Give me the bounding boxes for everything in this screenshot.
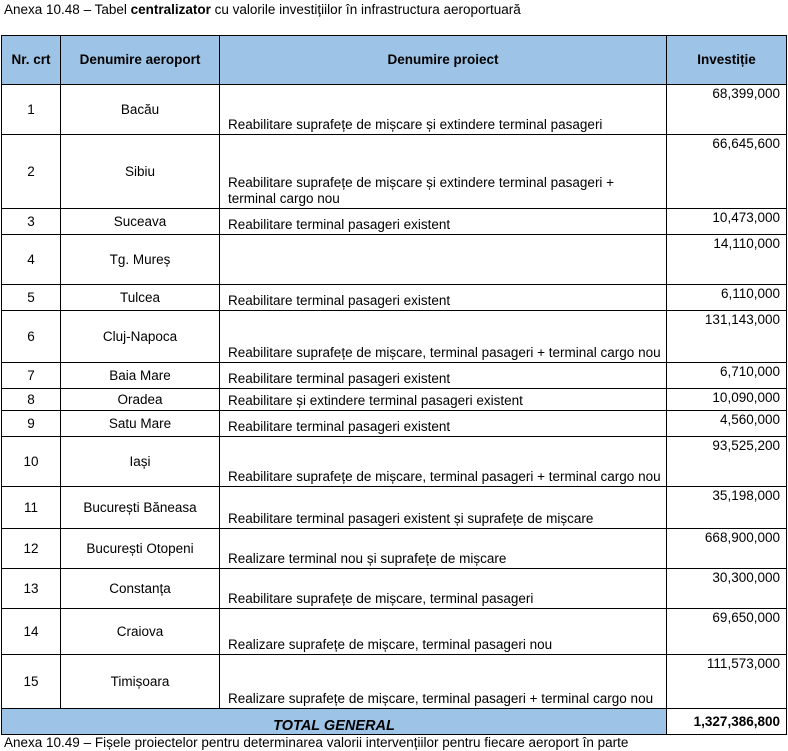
table-row [2, 135, 787, 209]
row-investment: 10,473,000 [667, 209, 787, 235]
row-project: Reabilitare suprafețe de mișcare, terminal pasageri + terminal cargo nou [220, 311, 667, 363]
row-nr: 4 [2, 235, 61, 285]
row-investment: 10,090,000 [667, 389, 787, 411]
table-caption [4, 2, 521, 17]
row-nr: 11 [2, 487, 61, 529]
row-project: Reabilitare suprafețe de mișcare și extindere terminal pasageri [220, 85, 667, 135]
header-project: Denumire proiect [220, 36, 667, 85]
row-investment: 4,560,000 [667, 411, 787, 437]
row-project: Reabilitare terminal pasageri existent [220, 285, 667, 311]
row-nr: 2 [2, 135, 61, 209]
row-project: Reabilitare suprafețe de mișcare, terminal pasageri [220, 569, 667, 609]
caption-bold-text: centralizator [130, 2, 211, 17]
table-row [2, 363, 787, 389]
table-row [2, 655, 787, 709]
row-nr: 6 [2, 311, 61, 363]
row-airport: Constanța [61, 569, 220, 609]
row-airport: București Băneasa [61, 487, 220, 529]
table-row [2, 529, 787, 569]
row-project: Reabilitare suprafețe de mișcare, terminal pasageri + terminal cargo nou [220, 437, 667, 487]
row-airport: Tg. Mureș [61, 235, 220, 285]
row-investment: 14,110,000 [667, 235, 787, 285]
row-airport: Suceava [61, 209, 220, 235]
row-nr: 12 [2, 529, 61, 569]
row-investment: 68,399,000 [667, 85, 787, 135]
row-nr: 8 [2, 389, 61, 411]
row-airport: Bacău [61, 85, 220, 135]
row-nr: 14 [2, 609, 61, 655]
table-row [2, 569, 787, 609]
row-airport: Oradea [61, 389, 220, 411]
row-investment: 668,900,000 [667, 529, 787, 569]
row-project: Reabilitare și extindere terminal pasageri existent [220, 389, 667, 411]
next-caption-prefix: Anexa 10.49 – [4, 735, 95, 750]
table-row [2, 389, 787, 411]
next-caption-text: Fișele proiectelor pentru determinarea valorii intervențiilor pentru fiecare aeroport în parte [94, 735, 629, 750]
caption-prefix: Anexa 10.48 – [4, 2, 95, 17]
row-airport: Timișoara [61, 655, 220, 709]
total-value: 1,327,386,800 [667, 709, 787, 735]
header-investment: Investiție [667, 36, 787, 85]
row-nr: 15 [2, 655, 61, 709]
header-airport: Denumire aeroport [61, 36, 220, 85]
row-investment: 35,198,000 [667, 487, 787, 529]
row-investment: 131,143,000 [667, 311, 787, 363]
next-caption [4, 735, 628, 750]
row-investment: 66,645,600 [667, 135, 787, 209]
table-row [2, 487, 787, 529]
table-row [2, 609, 787, 655]
investment-table [1, 35, 787, 735]
row-project: Realizare terminal nou și suprafețe de mișcare [220, 529, 667, 569]
row-nr: 1 [2, 85, 61, 135]
table-row [2, 285, 787, 311]
row-airport: Cluj-Napoca [61, 311, 220, 363]
table-row [2, 85, 787, 135]
total-row [2, 709, 787, 735]
row-nr: 13 [2, 569, 61, 609]
row-nr: 9 [2, 411, 61, 437]
row-project: Realizare suprafețe de mișcare, terminal pasageri + terminal cargo nou [220, 655, 667, 709]
row-investment: 111,573,000 [667, 655, 787, 709]
table-row [2, 209, 787, 235]
row-airport: Baia Mare [61, 363, 220, 389]
row-investment: 6,110,000 [667, 285, 787, 311]
row-project: Reabilitare terminal pasageri existent [220, 411, 667, 437]
header-nr: Nr. crt [2, 36, 61, 85]
total-label: TOTAL GENERAL [2, 709, 667, 735]
row-nr: 5 [2, 285, 61, 311]
row-airport: București Otopeni [61, 529, 220, 569]
table-row [2, 411, 787, 437]
row-airport: Satu Mare [61, 411, 220, 437]
table-row [2, 437, 787, 487]
row-investment: 69,650,000 [667, 609, 787, 655]
row-project [220, 235, 667, 285]
row-airport: Iași [61, 437, 220, 487]
row-airport: Tulcea [61, 285, 220, 311]
row-project: Reabilitare suprafețe de mișcare și extindere terminal pasageri + terminal cargo nou [220, 135, 667, 209]
caption-text-rest: cu valorile investițiilor în infrastructura aeroportuară [210, 2, 521, 17]
caption-text: Tabel [94, 2, 131, 17]
table-row [2, 311, 787, 363]
row-airport: Craiova [61, 609, 220, 655]
row-airport: Sibiu [61, 135, 220, 209]
row-nr: 7 [2, 363, 61, 389]
table-header-row [2, 36, 787, 85]
row-project: Reabilitare terminal pasageri existent [220, 363, 667, 389]
row-investment: 30,300,000 [667, 569, 787, 609]
row-nr: 3 [2, 209, 61, 235]
row-project: Reabilitare terminal pasageri existent și suprafețe de mișcare [220, 487, 667, 529]
row-investment: 6,710,000 [667, 363, 787, 389]
table-row [2, 235, 787, 285]
row-project: Realizare suprafețe de mișcare, terminal pasageri nou [220, 609, 667, 655]
row-nr: 10 [2, 437, 61, 487]
row-project: Reabilitare terminal pasageri existent [220, 209, 667, 235]
row-investment: 93,525,200 [667, 437, 787, 487]
